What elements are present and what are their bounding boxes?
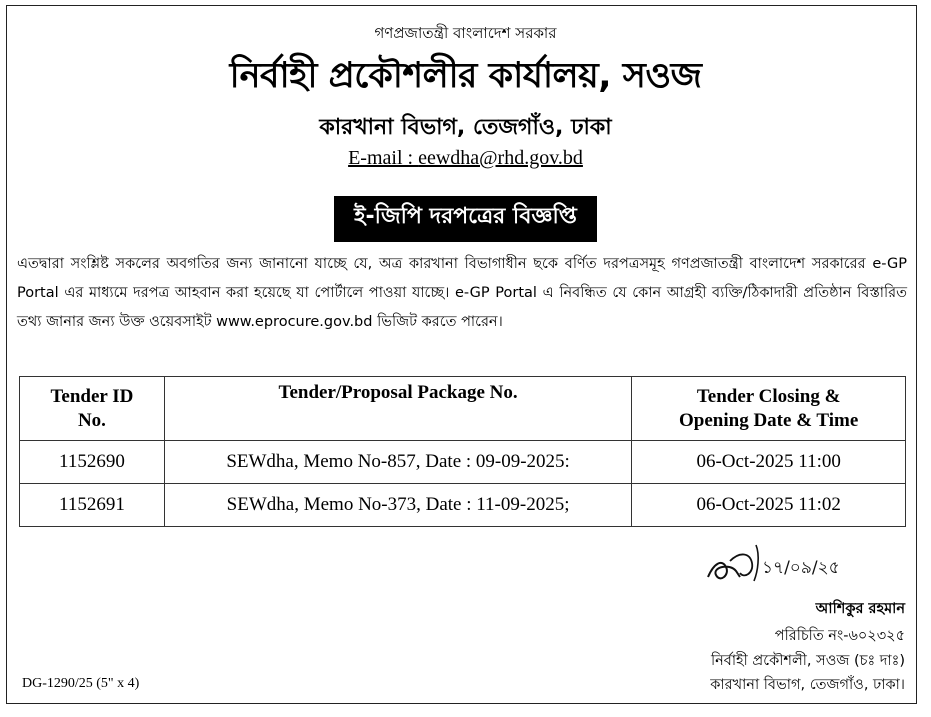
- closing-cell: 06-Oct-2025 11:00: [632, 441, 906, 484]
- signer-designation: নির্বাহী প্রকৌশলী, সওজ (চঃ দাঃ): [710, 653, 905, 669]
- dg-reference-code: DG-1290/25 (5" x 4): [22, 676, 140, 691]
- package-cell: SEWdha, Memo No-373, Date : 11-09-2025;: [164, 484, 631, 527]
- government-name: গণপ্রজাতন্ত্রী বাংলাদেশ সরকার: [374, 24, 557, 42]
- header-closing-line1: Tender Closing &: [696, 385, 841, 407]
- email-address[interactable]: eewdha@rhd.gov.bd: [418, 147, 583, 169]
- tender-id-cell: 1152691: [20, 484, 165, 527]
- table-header-row: [20, 377, 906, 441]
- notice-title-banner: [0, 196, 931, 242]
- signer-name: আশিকুর রহমান: [815, 601, 905, 617]
- department-address: কারখানা বিভাগ, তেজগাঁও, ঢাকা: [319, 115, 612, 140]
- notice-body: এতদ্বারা সংশ্লিষ্ট সকলের অবগতির জন্য জানানো যাচ্ছে যে, অত্র কারখানা বিভাগাধীন ছকে বর্ণিত দরপত্রসমূহ গণপ্রজাতন্ত্রী বাংলাদেশ সরকারের e-GP Portal এর মাধ্যমে দরপত্র আহবান করা হয়েছে যা পোর্টালে পাওয়া যাচ্ছে। e-GP Portal এ নিবন্ধিত যে কোন আগ্রহী ব্যক্তি/ঠিকাদারী প্রতিষ্ঠান বিস্তারিত তথ্য জানার জন্য উক্ত ওয়েবসাইট www.eprocure.gov.bd ভিজিট করতে পারেন।: [17, 256, 907, 330]
- header-tender-id: [20, 377, 165, 441]
- tender-table: [19, 376, 906, 527]
- office-title: নির্বাহী প্রকৌশলীর কার্যালয়, সওজ: [229, 56, 702, 96]
- email-label: E-mail :: [348, 147, 419, 169]
- package-cell: SEWdha, Memo No-857, Date : 09-09-2025:: [164, 441, 631, 484]
- header-closing: [632, 377, 906, 441]
- header-package: Tender/Proposal Package No.: [164, 377, 631, 441]
- email-line: [0, 147, 931, 170]
- notice-title: ই-জিপি দরপত্রের বিজ্ঞপ্তি: [334, 196, 597, 242]
- table-row: [20, 484, 906, 527]
- header-tender-id-line1: Tender ID: [50, 385, 134, 407]
- handwritten-signature: [700, 533, 860, 593]
- tender-id-cell: 1152690: [20, 441, 165, 484]
- header-closing-line2: Opening Date & Time: [679, 409, 859, 431]
- signer-id: পরিচিতি নং-৬০২৩২৫: [774, 628, 905, 644]
- signature-date: ১৭/০৯/২৫: [762, 558, 840, 578]
- header-tender-id-line2: No.: [77, 409, 106, 431]
- signer-office: কারখানা বিভাগ, তেজগাঁও, ঢাকা।: [710, 677, 905, 693]
- closing-cell: 06-Oct-2025 11:02: [632, 484, 906, 527]
- table-row: [20, 441, 906, 484]
